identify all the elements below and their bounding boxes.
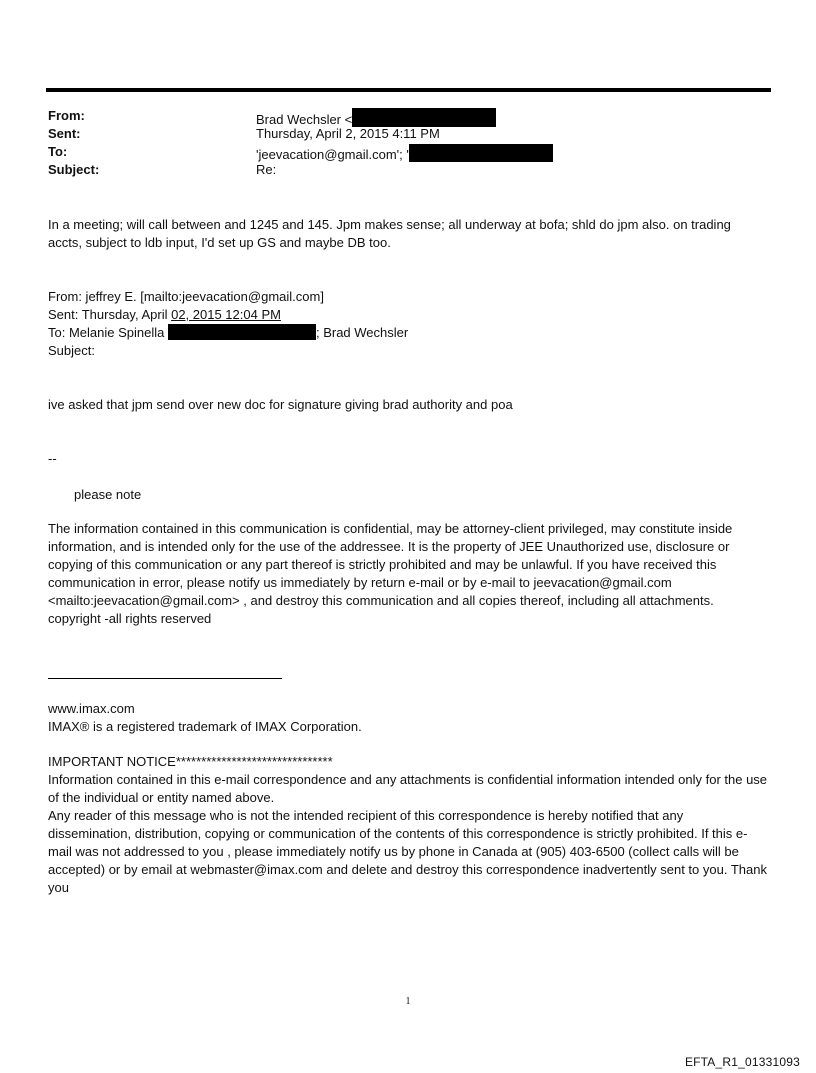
quoted-to: [48, 324, 408, 342]
redaction-box: [352, 108, 496, 127]
quoted-message: ive asked that jpm send over new doc for signature giving brad authority and poa: [48, 397, 513, 412]
document-id: EFTA_R1_01331093: [684, 1055, 800, 1069]
to-label: To:: [48, 144, 68, 159]
quoted-to-suffix: ; Brad Wechsler: [315, 325, 409, 340]
quoted-from: From: jeffrey E. [mailto:jeevacation@gmail.com]: [48, 289, 324, 304]
confidentiality-disclaimer: The information contained in this communication is confidential, may be attorney-client privileged, may constitute inside information, and is intended only for the use of the addressee. It is the property of JEE Unauthorized use, disclosure or copying of this communication or any part thereof is strictly prohibited and may be unlawful. If you have received this communication in error, please notify us immediately by return e-mail or by e-mail to jeevacation@gmail.com <mailto:jeevacation@gmail.com> , and destroy this communication and all copies thereof, including all attachments. copyright -all rights reserved: [48, 521, 733, 626]
page-number: 1: [405, 996, 411, 1007]
reply-text: In a meeting; will call between and 1245 and 145. Jpm makes sense; all underway at bofa; shld do jpm also. on trading accts, subject to ldb input, I'd set up GS and maybe DB too.: [48, 217, 731, 250]
subject-label: Subject:: [48, 162, 100, 177]
quoted-to-prefix: To: Melanie Spinella: [48, 325, 168, 340]
from-value: [256, 108, 496, 127]
imax-trademark: IMAX® is a registered trademark of IMAX Corporation.: [48, 719, 362, 734]
please-note: please note: [74, 487, 142, 502]
to-recipients: 'jeevacation@gmail.com'; ': [256, 147, 409, 162]
sent-label: Sent:: [48, 126, 81, 141]
redaction-box: [409, 144, 553, 162]
quoted-sent-prefix: Sent: Thursday, April: [48, 307, 172, 322]
footer-rule: [48, 678, 282, 679]
important-notice-title: IMPORTANT NOTICE*******************************: [48, 754, 333, 769]
to-value: [256, 144, 553, 162]
imax-website: www.imax.com: [48, 701, 135, 716]
notice-paragraph-1: Information contained in this e-mail correspondence and any attachments is confidential information intended only for the use of the individual or entity named above.: [48, 772, 768, 805]
notice-paragraph-2: Any reader of this message who is not the intended recipient of this correspondence is hereby notified that any dissemination, distribution, copying or communication of the contents of this correspondence is strictly prohibited. If this e-mail was not addressed to you , please immediately notify us by phone in Canada at (905) 403-6500 (collect calls will be accepted) or by email at webmaster@imax.com and delete and destroy this correspondence inadvertently sent to you. Thank you: [48, 808, 767, 895]
signature-separator: --: [48, 451, 57, 466]
header-rule: [46, 88, 771, 92]
redaction-box: [168, 324, 316, 340]
subject-value: Re:: [256, 162, 277, 177]
from-label: From:: [48, 108, 85, 123]
quoted-sent: [48, 306, 281, 324]
sent-value: Thursday, April 2, 2015 4:11 PM: [256, 126, 440, 141]
from-name: Brad Wechsler <: [256, 112, 353, 127]
quoted-sent-date: 02, 2015 12:04 PM: [171, 307, 281, 322]
quoted-subject: Subject:: [48, 343, 95, 358]
